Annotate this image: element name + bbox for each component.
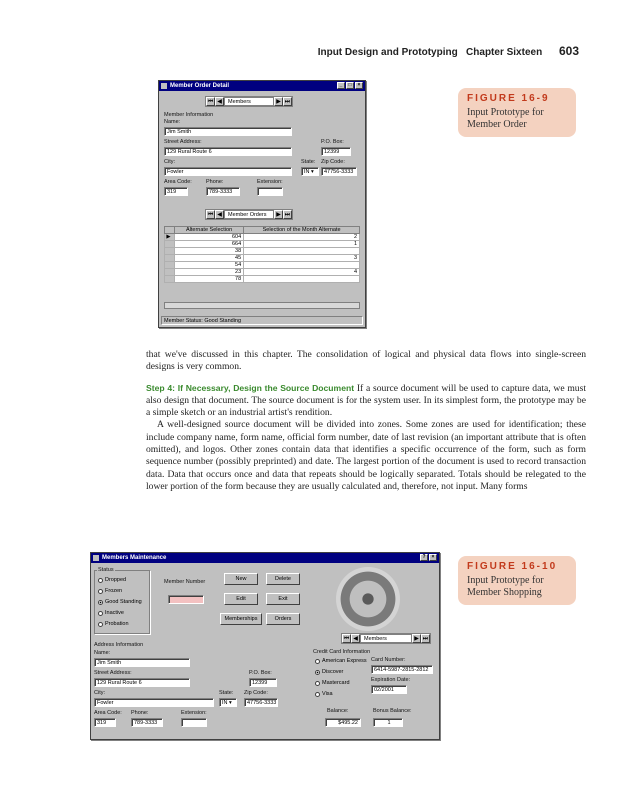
table-row[interactable] xyxy=(165,269,360,276)
state-select[interactable] xyxy=(301,167,319,176)
window-title: Member Order Detail xyxy=(170,83,230,89)
window-title: Members Maintenance xyxy=(102,555,167,561)
city-field[interactable]: Fowler xyxy=(164,167,292,176)
radio-label: Inactive xyxy=(105,610,124,616)
maximize-icon[interactable]: □ xyxy=(346,82,354,89)
table-row[interactable] xyxy=(165,276,360,283)
table-cell[interactable]: 1 xyxy=(244,241,360,248)
table-cell[interactable]: 45 xyxy=(175,255,244,262)
extension-field[interactable] xyxy=(181,718,207,727)
title-bar xyxy=(159,81,365,91)
extension-field[interactable] xyxy=(257,187,283,196)
balance-label: Balance: xyxy=(327,708,349,714)
city-label: City: xyxy=(164,159,175,165)
table-row[interactable] xyxy=(165,255,360,262)
radio-icon xyxy=(98,622,103,627)
figure-16-9-callout xyxy=(458,88,576,137)
phone-field[interactable]: 789-3333 xyxy=(206,187,240,196)
row-selector xyxy=(165,248,175,255)
next-order-icon[interactable]: ▶ xyxy=(274,210,283,219)
row-selector xyxy=(165,262,175,269)
table-row[interactable] xyxy=(165,234,360,241)
state-value: IN xyxy=(222,700,228,706)
record-navigator xyxy=(205,96,293,107)
cc-radio-amex[interactable] xyxy=(315,658,367,664)
zip-label: Zip Code: xyxy=(321,159,345,165)
status-radio-probation[interactable] xyxy=(98,621,129,627)
prev-order-icon[interactable]: ◀ xyxy=(215,210,224,219)
name-field[interactable]: Jim Smith xyxy=(94,658,190,667)
close-icon[interactable]: × xyxy=(355,82,363,89)
prev-record-icon[interactable]: ◀ xyxy=(215,97,224,106)
bonus-balance-label: Bonus Balance: xyxy=(373,708,412,714)
orders-button[interactable]: Orders xyxy=(266,613,300,625)
status-radio-inactive[interactable] xyxy=(98,610,124,616)
grid-header: Selection of the Month Alternate xyxy=(244,227,360,234)
card-number-label: Card Number: xyxy=(371,657,406,663)
page-number: 603 xyxy=(558,44,579,58)
state-select[interactable] xyxy=(219,698,237,707)
next-record-icon[interactable]: ▶ xyxy=(274,97,283,106)
table-cell[interactable] xyxy=(244,276,360,283)
member-number-field[interactable] xyxy=(168,595,204,604)
figure-caption: Input Prototype for Member Shopping xyxy=(467,575,544,598)
edit-button[interactable]: Edit xyxy=(224,593,258,605)
member-order-detail-window xyxy=(158,80,366,328)
table-cell[interactable]: 38 xyxy=(175,248,244,255)
prev-record-icon[interactable]: ◀ xyxy=(351,634,360,643)
zip-field[interactable]: 47756-3333 xyxy=(321,167,357,176)
title-bar xyxy=(91,553,439,563)
row-selector xyxy=(165,269,175,276)
name-field[interactable]: Jim Smith xyxy=(164,127,292,136)
radio-label: Probation xyxy=(105,621,129,627)
first-record-icon[interactable]: ⏮ xyxy=(207,99,214,105)
grid-header: Alternate Selection xyxy=(175,227,244,234)
name-label: Name: xyxy=(94,650,111,656)
table-cell[interactable]: 3 xyxy=(244,255,360,262)
last-record-icon[interactable]: ⏭ xyxy=(284,99,291,105)
area-code-label: Area Code: xyxy=(164,179,192,185)
chevron-down-icon: ▾ xyxy=(309,169,314,175)
area-code-field[interactable]: 319 xyxy=(164,187,188,196)
paragraph: that we've discussed in this chapter. The consolidation of logical and physical data flows into single-screen designs is very common. xyxy=(146,349,586,373)
row-selector xyxy=(165,276,175,283)
radio-icon xyxy=(98,611,103,616)
street-field[interactable]: 129 Rural Route 6 xyxy=(94,678,190,687)
section-label: Member Information xyxy=(164,112,214,118)
table-cell[interactable]: 604 xyxy=(175,234,244,241)
radio-label: Mastercard xyxy=(322,680,350,686)
state-value: IN xyxy=(304,169,310,175)
members-maintenance-window xyxy=(90,552,440,740)
last-order-icon[interactable]: ⏭ xyxy=(284,212,291,218)
navigator-label: Members xyxy=(224,97,274,106)
member-number-label: Member Number xyxy=(164,579,206,585)
table-cell[interactable]: 4 xyxy=(244,269,360,276)
radio-icon xyxy=(98,589,103,594)
film-reel-logo xyxy=(336,567,400,631)
last-record-icon[interactable]: ⏭ xyxy=(422,636,429,642)
card-number-field[interactable]: 6414-5987-2815-2812 xyxy=(371,665,433,674)
pobox-label: P.O. Box: xyxy=(249,670,272,676)
body-text xyxy=(146,349,586,493)
table-row[interactable] xyxy=(165,262,360,269)
navigator-label: Members xyxy=(360,634,412,643)
zip-label: Zip Code: xyxy=(244,690,268,696)
orders-navigator-label: Member Orders xyxy=(224,210,274,219)
figure-label: FIGURE 16-9 xyxy=(467,93,550,104)
cc-radio-mastercard[interactable] xyxy=(315,680,350,686)
next-record-icon[interactable]: ▶ xyxy=(412,634,421,643)
status-radio-good-standing[interactable] xyxy=(98,599,142,605)
running-header xyxy=(318,44,579,58)
zip-field[interactable]: 47756-3333 xyxy=(244,698,278,707)
row-pointer-icon: ▶ xyxy=(165,234,175,241)
row-selector xyxy=(165,241,175,248)
bonus-balance-field: 1 xyxy=(373,718,403,727)
first-order-icon[interactable]: ⏮ xyxy=(207,212,214,218)
phone-label: Phone: xyxy=(206,179,224,185)
status-radio-dropped[interactable] xyxy=(98,577,126,583)
area-code-label: Area Code: xyxy=(94,710,122,716)
chapter-label: Chapter Sixteen xyxy=(466,47,543,58)
state-label: State: xyxy=(301,159,316,165)
radio-label: Visa xyxy=(322,691,333,697)
delete-button[interactable]: Delete xyxy=(266,573,300,585)
memberships-button[interactable]: Memberships xyxy=(220,613,262,625)
cc-radio-visa[interactable] xyxy=(315,691,333,697)
chevron-down-icon: ▾ xyxy=(227,700,232,706)
radio-label: Discover xyxy=(322,669,344,675)
step-heading: Step 4: If Necessary, Design the Source Document xyxy=(146,382,355,393)
balance-field: $495.22 xyxy=(325,718,361,727)
pobox-field[interactable]: 12399 xyxy=(321,147,351,156)
table-row[interactable] xyxy=(165,241,360,248)
state-label: State: xyxy=(219,690,234,696)
status-radio-frozen[interactable] xyxy=(98,588,122,594)
exit-button[interactable]: Exit xyxy=(266,593,300,605)
phone-label: Phone: xyxy=(131,710,149,716)
row-selector xyxy=(165,255,175,262)
table-cell[interactable]: 2 xyxy=(244,234,360,241)
phone-field[interactable]: 789-3333 xyxy=(131,718,163,727)
paragraph: A well-designed source document will be divided into zones. Some zones are used for identification; these include company name, form name, official form number, date of last revision (an important attribute that is often omitted), and logos. Other zones contain data that identifies a specific occurrence of the form, such as form sequence number (possibly preprinted) and date. The largest portion of the document is used to record transaction data. Data that occurs once and data that repeats should be logically separated. Totals should be relegated to the lower portion of the form because they are usually calculated and, therefore, not input. Many forms xyxy=(146,419,586,492)
street-label: Street Address: xyxy=(94,670,132,676)
radio-selected-icon xyxy=(98,600,103,605)
pobox-field[interactable]: 12399 xyxy=(249,678,277,687)
radio-label: Frozen xyxy=(105,588,123,594)
orders-navigator xyxy=(205,209,293,220)
app-icon xyxy=(93,555,99,561)
radio-icon xyxy=(98,578,103,583)
radio-icon xyxy=(315,692,320,697)
row-selector-header xyxy=(165,227,175,234)
table-row[interactable] xyxy=(165,248,360,255)
radio-icon xyxy=(315,659,320,664)
table-cell[interactable]: 54 xyxy=(175,262,244,269)
help-icon[interactable]: ? xyxy=(420,554,428,561)
first-record-icon[interactable]: ⏮ xyxy=(343,636,350,642)
table-cell[interactable]: 23 xyxy=(175,269,244,276)
area-code-field[interactable]: 319 xyxy=(94,718,116,727)
radio-selected-icon xyxy=(315,670,320,675)
grid-header-row xyxy=(165,227,360,234)
step-text: If a source document will be used to capture data, we must also design that document. The source document is for the system user. In its simplest form, the prototype may be a simple sketch or an industrial artist's rendition. xyxy=(146,382,586,419)
status-group-label: Status xyxy=(98,567,114,573)
credit-card-section-label: Credit Card Information xyxy=(313,649,371,655)
pobox-label: P.O. Box: xyxy=(321,139,344,145)
expiration-field[interactable]: 02/2001 xyxy=(371,685,407,694)
record-navigator xyxy=(341,633,431,644)
table-cell[interactable] xyxy=(244,248,360,255)
minimize-icon[interactable]: _ xyxy=(337,82,345,89)
expiration-label: Expiration Date: xyxy=(371,677,411,683)
city-label: City: xyxy=(94,690,105,696)
extension-label: Extension: xyxy=(181,710,207,716)
app-icon xyxy=(161,83,167,89)
radio-label: Good Standing xyxy=(105,599,142,605)
figure-label: FIGURE 16-10 xyxy=(467,561,558,572)
close-icon[interactable]: × xyxy=(429,554,437,561)
city-field[interactable]: Fowler xyxy=(94,698,214,707)
figure-caption: Input Prototype for Member Order xyxy=(467,107,544,130)
radio-label: American Express xyxy=(322,658,367,664)
new-button[interactable]: New xyxy=(224,573,258,585)
radio-label: Dropped xyxy=(105,577,127,583)
address-section-label: Address Information xyxy=(94,642,144,648)
table-cell[interactable]: 78 xyxy=(175,276,244,283)
running-title: Input Design and Prototyping xyxy=(317,47,458,58)
table-cell[interactable]: 664 xyxy=(175,241,244,248)
street-label: Street Address: xyxy=(164,139,202,145)
orders-grid[interactable] xyxy=(164,226,360,283)
radio-icon xyxy=(315,681,320,686)
cc-radio-discover[interactable] xyxy=(315,669,343,675)
table-cell[interactable] xyxy=(244,262,360,269)
step-paragraph xyxy=(146,382,586,420)
street-field[interactable]: 129 Rural Route 6 xyxy=(164,147,292,156)
name-label: Name: xyxy=(164,119,181,125)
status-bar: Member Status: Good Standing xyxy=(161,316,363,325)
horizontal-scrollbar[interactable] xyxy=(164,302,360,309)
extension-label: Extension: xyxy=(257,179,283,185)
figure-16-10-callout xyxy=(458,556,576,605)
